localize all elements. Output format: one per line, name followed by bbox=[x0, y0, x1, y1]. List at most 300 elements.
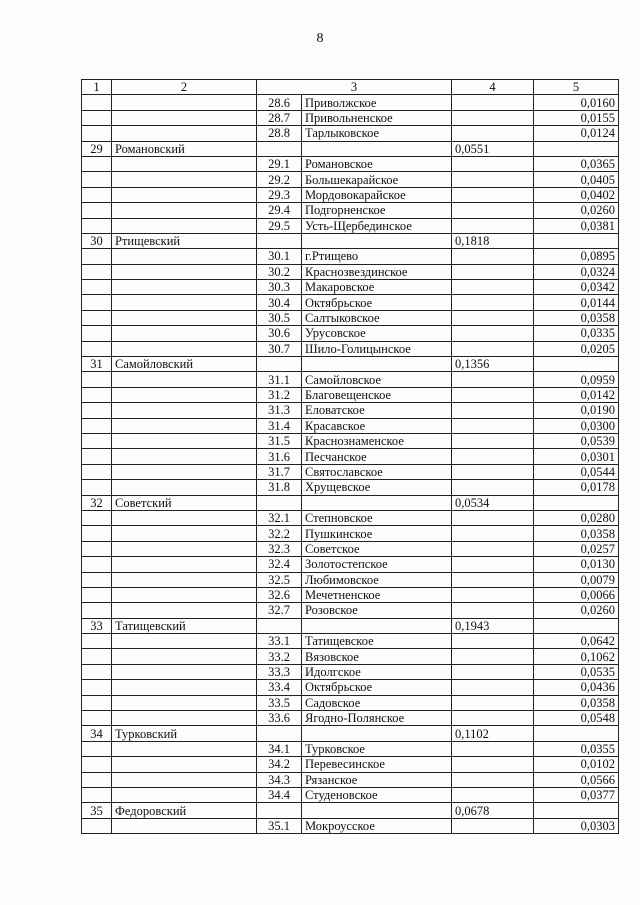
settlement-row bbox=[82, 326, 619, 341]
empty-cell bbox=[452, 772, 534, 787]
empty-cell bbox=[82, 172, 112, 187]
settlement-row bbox=[82, 587, 619, 602]
empty-cell bbox=[82, 203, 112, 218]
settlement-code: 33.1 bbox=[257, 634, 302, 649]
district-total: 0,1356 bbox=[452, 357, 534, 372]
empty-cell bbox=[82, 772, 112, 787]
settlement-name: Краснознаменское bbox=[302, 433, 452, 448]
empty-cell bbox=[82, 218, 112, 233]
empty-cell bbox=[112, 341, 257, 356]
settlement-row bbox=[82, 403, 619, 418]
settlement-value: 0,0535 bbox=[534, 664, 619, 679]
empty-cell bbox=[112, 187, 257, 202]
empty-cell bbox=[452, 172, 534, 187]
empty-cell bbox=[452, 203, 534, 218]
settlement-value: 0,0260 bbox=[534, 203, 619, 218]
empty-cell bbox=[82, 341, 112, 356]
empty-cell bbox=[82, 156, 112, 171]
empty-cell bbox=[452, 295, 534, 310]
empty-cell bbox=[257, 233, 302, 248]
empty-cell bbox=[452, 787, 534, 802]
empty-cell bbox=[452, 664, 534, 679]
settlement-row bbox=[82, 187, 619, 202]
empty-cell bbox=[257, 141, 302, 156]
district-row bbox=[82, 141, 619, 156]
settlement-name: Татищевское bbox=[302, 634, 452, 649]
settlement-value: 0,0160 bbox=[534, 95, 619, 110]
empty-cell bbox=[82, 126, 112, 141]
settlement-value: 0,0548 bbox=[534, 711, 619, 726]
settlement-name: Хрущевское bbox=[302, 480, 452, 495]
settlement-name: Золотостепское bbox=[302, 557, 452, 572]
settlement-code: 33.4 bbox=[257, 680, 302, 695]
empty-cell bbox=[452, 449, 534, 464]
settlement-name: Краснозвездинское bbox=[302, 264, 452, 279]
empty-cell bbox=[452, 572, 534, 587]
settlement-name: Шило-Голицынское bbox=[302, 341, 452, 356]
settlement-name: Подгорненское bbox=[302, 203, 452, 218]
empty-cell bbox=[112, 172, 257, 187]
settlement-value: 0,0358 bbox=[534, 526, 619, 541]
settlement-value: 0,0079 bbox=[534, 572, 619, 587]
settlement-name: Мордовокарайское bbox=[302, 187, 452, 202]
empty-cell bbox=[534, 357, 619, 372]
empty-cell bbox=[452, 480, 534, 495]
settlement-code: 31.5 bbox=[257, 433, 302, 448]
settlement-value: 0,0280 bbox=[534, 510, 619, 525]
empty-cell bbox=[452, 326, 534, 341]
settlement-code: 28.6 bbox=[257, 95, 302, 110]
empty-cell bbox=[452, 341, 534, 356]
empty-cell bbox=[452, 156, 534, 171]
settlement-name: Степновское bbox=[302, 510, 452, 525]
empty-cell bbox=[534, 618, 619, 633]
empty-cell bbox=[452, 680, 534, 695]
settlement-code: 30.4 bbox=[257, 295, 302, 310]
empty-cell bbox=[452, 95, 534, 110]
settlement-value: 0,0066 bbox=[534, 587, 619, 602]
empty-cell bbox=[82, 680, 112, 695]
settlement-value: 0,0257 bbox=[534, 541, 619, 556]
empty-cell bbox=[112, 326, 257, 341]
settlement-name: Любимовское bbox=[302, 572, 452, 587]
settlement-row bbox=[82, 387, 619, 402]
empty-cell bbox=[452, 126, 534, 141]
empty-cell bbox=[112, 295, 257, 310]
district-total: 0,0551 bbox=[452, 141, 534, 156]
settlement-code: 33.3 bbox=[257, 664, 302, 679]
empty-cell bbox=[82, 249, 112, 264]
settlement-value: 0,0301 bbox=[534, 449, 619, 464]
settlement-value: 0,0190 bbox=[534, 403, 619, 418]
settlement-row bbox=[82, 664, 619, 679]
settlement-name: Розовское bbox=[302, 603, 452, 618]
district-total: 0,1818 bbox=[452, 233, 534, 248]
settlement-value: 0,0130 bbox=[534, 557, 619, 572]
settlement-row bbox=[82, 711, 619, 726]
settlement-name: Большекарайское bbox=[302, 172, 452, 187]
settlement-row bbox=[82, 295, 619, 310]
empty-cell bbox=[112, 664, 257, 679]
settlement-code: 32.6 bbox=[257, 587, 302, 602]
settlement-value: 0,0539 bbox=[534, 433, 619, 448]
settlement-name: Песчанское bbox=[302, 449, 452, 464]
empty-cell bbox=[112, 526, 257, 541]
settlement-code: 33.6 bbox=[257, 711, 302, 726]
empty-cell bbox=[112, 418, 257, 433]
empty-cell bbox=[302, 495, 452, 510]
empty-cell bbox=[452, 433, 534, 448]
settlement-row bbox=[82, 126, 619, 141]
empty-cell bbox=[82, 526, 112, 541]
district-total: 0,0678 bbox=[452, 803, 534, 818]
table-header-row bbox=[82, 80, 619, 95]
settlement-code: 28.7 bbox=[257, 110, 302, 125]
settlement-name: Приволжское bbox=[302, 95, 452, 110]
empty-cell bbox=[112, 603, 257, 618]
settlement-value: 0,0205 bbox=[534, 341, 619, 356]
settlement-value: 0,0124 bbox=[534, 126, 619, 141]
settlement-name: Мокроусское bbox=[302, 818, 452, 833]
empty-cell bbox=[82, 557, 112, 572]
settlement-code: 34.4 bbox=[257, 787, 302, 802]
empty-cell bbox=[82, 603, 112, 618]
empty-cell bbox=[112, 249, 257, 264]
settlement-code: 34.1 bbox=[257, 741, 302, 756]
settlement-name: Советское bbox=[302, 541, 452, 556]
settlement-value: 0,0381 bbox=[534, 218, 619, 233]
settlement-name: Ягодно-Полянское bbox=[302, 711, 452, 726]
empty-cell bbox=[82, 480, 112, 495]
settlement-name: Садовское bbox=[302, 695, 452, 710]
settlement-row bbox=[82, 818, 619, 833]
settlement-value: 0,0335 bbox=[534, 326, 619, 341]
settlement-name: Вязовское bbox=[302, 649, 452, 664]
empty-cell bbox=[452, 310, 534, 325]
settlement-row bbox=[82, 95, 619, 110]
district-row bbox=[82, 726, 619, 741]
empty-cell bbox=[82, 280, 112, 295]
empty-cell bbox=[82, 326, 112, 341]
empty-cell bbox=[112, 557, 257, 572]
settlement-row bbox=[82, 372, 619, 387]
settlement-code: 31.7 bbox=[257, 464, 302, 479]
settlement-value: 0,0642 bbox=[534, 634, 619, 649]
empty-cell bbox=[534, 803, 619, 818]
empty-cell bbox=[452, 649, 534, 664]
settlement-code: 30.1 bbox=[257, 249, 302, 264]
settlement-code: 29.1 bbox=[257, 156, 302, 171]
settlement-row bbox=[82, 110, 619, 125]
empty-cell bbox=[112, 649, 257, 664]
settlement-code: 32.5 bbox=[257, 572, 302, 587]
settlement-name: Октябрьское bbox=[302, 680, 452, 695]
settlement-row bbox=[82, 218, 619, 233]
settlement-name: Самойловское bbox=[302, 372, 452, 387]
header-col-4: 4 bbox=[452, 80, 534, 95]
district-number: 32 bbox=[82, 495, 112, 510]
empty-cell bbox=[112, 741, 257, 756]
empty-cell bbox=[82, 541, 112, 556]
settlement-name: Еловатское bbox=[302, 403, 452, 418]
district-row bbox=[82, 495, 619, 510]
settlement-row bbox=[82, 695, 619, 710]
empty-cell bbox=[82, 310, 112, 325]
settlement-row bbox=[82, 649, 619, 664]
settlement-code: 34.3 bbox=[257, 772, 302, 787]
settlement-code: 30.5 bbox=[257, 310, 302, 325]
empty-cell bbox=[82, 587, 112, 602]
settlement-row bbox=[82, 464, 619, 479]
empty-cell bbox=[452, 418, 534, 433]
settlement-value: 0,0566 bbox=[534, 772, 619, 787]
settlement-row bbox=[82, 572, 619, 587]
empty-cell bbox=[112, 818, 257, 833]
settlement-name: Романовское bbox=[302, 156, 452, 171]
district-total: 0,0534 bbox=[452, 495, 534, 510]
settlement-row bbox=[82, 264, 619, 279]
empty-cell bbox=[112, 587, 257, 602]
settlement-name: Усть-Щербединское bbox=[302, 218, 452, 233]
settlement-code: 31.3 bbox=[257, 403, 302, 418]
settlement-code: 29.5 bbox=[257, 218, 302, 233]
empty-cell bbox=[452, 695, 534, 710]
settlement-name: Идолгское bbox=[302, 664, 452, 679]
settlement-code: 33.2 bbox=[257, 649, 302, 664]
empty-cell bbox=[302, 618, 452, 633]
district-name: Татищевский bbox=[112, 618, 257, 633]
page-number: 8 bbox=[316, 31, 324, 46]
empty-cell bbox=[257, 357, 302, 372]
settlement-row bbox=[82, 603, 619, 618]
empty-cell bbox=[452, 757, 534, 772]
district-name: Ртищевский bbox=[112, 233, 257, 248]
empty-cell bbox=[452, 187, 534, 202]
settlement-value: 0,0102 bbox=[534, 757, 619, 772]
empty-cell bbox=[452, 372, 534, 387]
empty-cell bbox=[257, 803, 302, 818]
settlement-code: 30.2 bbox=[257, 264, 302, 279]
settlement-code: 30.3 bbox=[257, 280, 302, 295]
empty-cell bbox=[452, 510, 534, 525]
empty-cell bbox=[112, 387, 257, 402]
header-col-2: 2 bbox=[112, 80, 257, 95]
empty-cell bbox=[82, 264, 112, 279]
settlement-row bbox=[82, 557, 619, 572]
settlement-value: 0,0300 bbox=[534, 418, 619, 433]
header-col-5: 5 bbox=[534, 80, 619, 95]
empty-cell bbox=[112, 480, 257, 495]
empty-cell bbox=[112, 634, 257, 649]
empty-cell bbox=[82, 711, 112, 726]
empty-cell bbox=[302, 233, 452, 248]
empty-cell bbox=[112, 372, 257, 387]
empty-cell bbox=[112, 572, 257, 587]
district-number: 33 bbox=[82, 618, 112, 633]
empty-cell bbox=[82, 664, 112, 679]
district-row bbox=[82, 233, 619, 248]
empty-cell bbox=[112, 310, 257, 325]
empty-cell bbox=[82, 295, 112, 310]
settlement-row bbox=[82, 280, 619, 295]
district-number: 31 bbox=[82, 357, 112, 372]
settlement-value: 0,0358 bbox=[534, 310, 619, 325]
empty-cell bbox=[112, 110, 257, 125]
district-row bbox=[82, 618, 619, 633]
empty-cell bbox=[112, 464, 257, 479]
empty-cell bbox=[452, 711, 534, 726]
empty-cell bbox=[257, 726, 302, 741]
district-name: Советский bbox=[112, 495, 257, 510]
empty-cell bbox=[82, 110, 112, 125]
empty-cell bbox=[257, 495, 302, 510]
empty-cell bbox=[112, 757, 257, 772]
settlement-code: 31.2 bbox=[257, 387, 302, 402]
settlement-value: 0,0436 bbox=[534, 680, 619, 695]
empty-cell bbox=[82, 433, 112, 448]
settlement-value: 0,0365 bbox=[534, 156, 619, 171]
empty-cell bbox=[452, 587, 534, 602]
empty-cell bbox=[112, 449, 257, 464]
settlement-row bbox=[82, 449, 619, 464]
settlement-row bbox=[82, 634, 619, 649]
empty-cell bbox=[112, 403, 257, 418]
settlement-row bbox=[82, 310, 619, 325]
empty-cell bbox=[452, 280, 534, 295]
settlement-code: 31.4 bbox=[257, 418, 302, 433]
settlement-value: 0,0178 bbox=[534, 480, 619, 495]
empty-cell bbox=[112, 695, 257, 710]
empty-cell bbox=[452, 403, 534, 418]
settlement-name: Привольненское bbox=[302, 110, 452, 125]
empty-cell bbox=[302, 357, 452, 372]
settlement-row bbox=[82, 203, 619, 218]
district-name: Федоровский bbox=[112, 803, 257, 818]
empty-cell bbox=[112, 95, 257, 110]
settlement-name: Мечетненское bbox=[302, 587, 452, 602]
empty-cell bbox=[112, 280, 257, 295]
empty-cell bbox=[452, 526, 534, 541]
settlement-row bbox=[82, 741, 619, 756]
empty-cell bbox=[452, 218, 534, 233]
settlement-code: 30.7 bbox=[257, 341, 302, 356]
empty-cell bbox=[112, 711, 257, 726]
settlement-row bbox=[82, 680, 619, 695]
settlement-code: 29.2 bbox=[257, 172, 302, 187]
settlement-value: 0,0405 bbox=[534, 172, 619, 187]
settlement-name: Салтыковское bbox=[302, 310, 452, 325]
settlement-row bbox=[82, 480, 619, 495]
header-col-3: 3 bbox=[257, 80, 452, 95]
settlement-row bbox=[82, 787, 619, 802]
settlement-code: 28.8 bbox=[257, 126, 302, 141]
empty-cell bbox=[112, 772, 257, 787]
allocation-table bbox=[81, 79, 619, 834]
settlement-code: 32.7 bbox=[257, 603, 302, 618]
settlement-row bbox=[82, 526, 619, 541]
settlement-code: 32.2 bbox=[257, 526, 302, 541]
empty-cell bbox=[82, 387, 112, 402]
empty-cell bbox=[112, 218, 257, 233]
empty-cell bbox=[302, 726, 452, 741]
settlement-code: 32.4 bbox=[257, 557, 302, 572]
settlement-row bbox=[82, 172, 619, 187]
empty-cell bbox=[82, 418, 112, 433]
settlement-code: 31.1 bbox=[257, 372, 302, 387]
settlement-code: 32.3 bbox=[257, 541, 302, 556]
settlement-value: 0,0142 bbox=[534, 387, 619, 402]
empty-cell bbox=[112, 510, 257, 525]
settlement-name: Красавское bbox=[302, 418, 452, 433]
empty-cell bbox=[82, 187, 112, 202]
empty-cell bbox=[82, 372, 112, 387]
settlement-name: Святославское bbox=[302, 464, 452, 479]
settlement-value: 0,0355 bbox=[534, 741, 619, 756]
empty-cell bbox=[82, 95, 112, 110]
empty-cell bbox=[534, 233, 619, 248]
district-total: 0,1102 bbox=[452, 726, 534, 741]
empty-cell bbox=[82, 449, 112, 464]
settlement-value: 0,0342 bbox=[534, 280, 619, 295]
settlement-value: 0,0303 bbox=[534, 818, 619, 833]
empty-cell bbox=[82, 403, 112, 418]
settlement-row bbox=[82, 418, 619, 433]
settlement-name: Турковское bbox=[302, 741, 452, 756]
empty-cell bbox=[82, 787, 112, 802]
district-row bbox=[82, 803, 619, 818]
settlement-value: 0,1062 bbox=[534, 649, 619, 664]
settlement-row bbox=[82, 510, 619, 525]
district-total: 0,1943 bbox=[452, 618, 534, 633]
settlement-code: 34.2 bbox=[257, 757, 302, 772]
empty-cell bbox=[82, 695, 112, 710]
settlement-code: 31.8 bbox=[257, 480, 302, 495]
empty-cell bbox=[112, 264, 257, 279]
header-col-1: 1 bbox=[82, 80, 112, 95]
settlement-value: 0,0402 bbox=[534, 187, 619, 202]
district-row bbox=[82, 357, 619, 372]
empty-cell bbox=[82, 649, 112, 664]
district-name: Турковский bbox=[112, 726, 257, 741]
settlement-value: 0,0155 bbox=[534, 110, 619, 125]
empty-cell bbox=[82, 634, 112, 649]
settlement-code: 30.6 bbox=[257, 326, 302, 341]
settlement-value: 0,0324 bbox=[534, 264, 619, 279]
settlement-name: Октябрьское bbox=[302, 295, 452, 310]
settlement-row bbox=[82, 772, 619, 787]
settlement-code: 29.4 bbox=[257, 203, 302, 218]
empty-cell bbox=[82, 464, 112, 479]
settlement-name: Благовещенское bbox=[302, 387, 452, 402]
empty-cell bbox=[452, 387, 534, 402]
empty-cell bbox=[452, 603, 534, 618]
empty-cell bbox=[112, 787, 257, 802]
settlement-value: 0,0544 bbox=[534, 464, 619, 479]
empty-cell bbox=[302, 803, 452, 818]
settlement-row bbox=[82, 341, 619, 356]
empty-cell bbox=[534, 726, 619, 741]
settlement-value: 0,0260 bbox=[534, 603, 619, 618]
empty-cell bbox=[112, 203, 257, 218]
settlement-code: 32.1 bbox=[257, 510, 302, 525]
empty-cell bbox=[112, 156, 257, 171]
empty-cell bbox=[452, 557, 534, 572]
settlement-name: Макаровское bbox=[302, 280, 452, 295]
settlement-code: 29.3 bbox=[257, 187, 302, 202]
empty-cell bbox=[82, 741, 112, 756]
settlement-name: Пушкинское bbox=[302, 526, 452, 541]
empty-cell bbox=[82, 818, 112, 833]
